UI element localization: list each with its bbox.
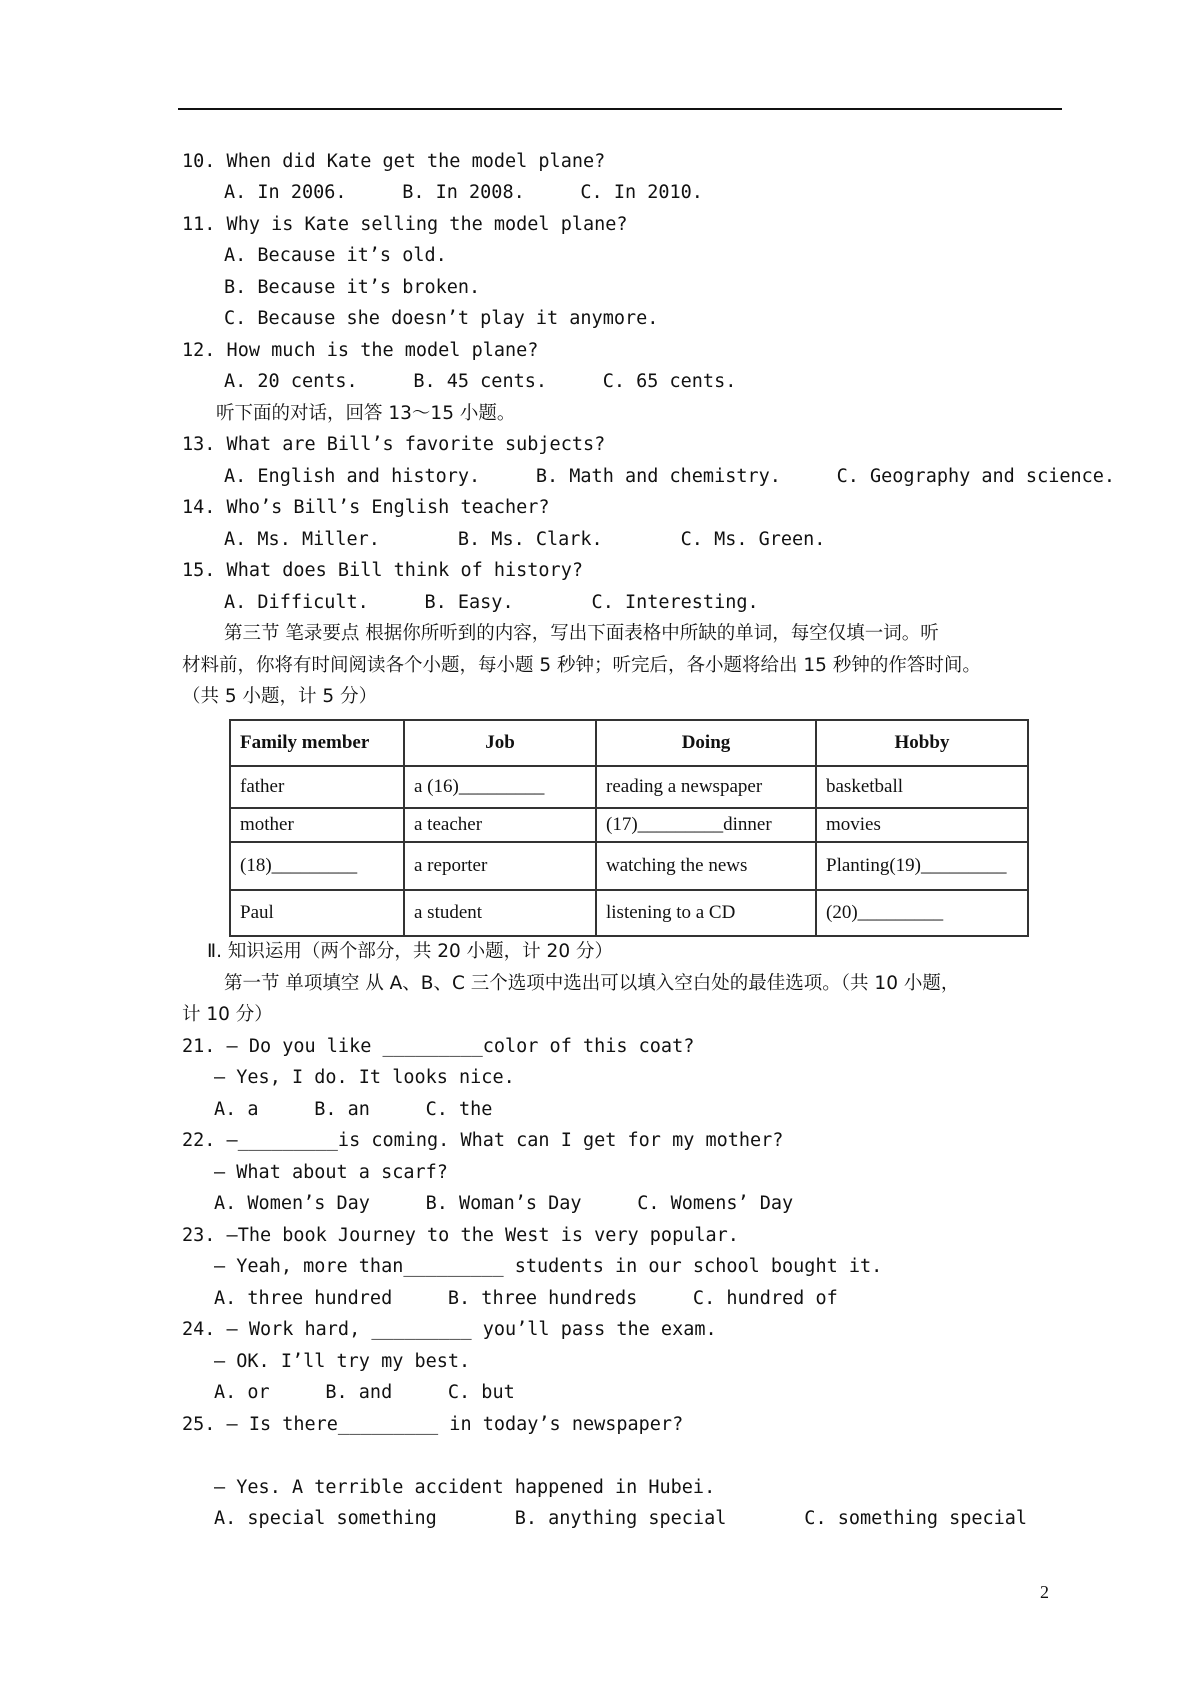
question-11-option-a: A. Because it’s old.	[224, 245, 447, 266]
question-24-options: A. or B. and C. but	[214, 1382, 515, 1403]
question-14-options: A. Ms. Miller. B. Ms. Clark. C. Ms. Green.	[224, 529, 826, 550]
question-22-options: A. Women’s Day B. Woman’s Day C. Womens’ Day	[214, 1193, 794, 1214]
question-15: 15. What does Bill think of history?	[182, 560, 583, 581]
table-header-hobby: Hobby	[816, 720, 1028, 766]
table-cell: (18)_________	[230, 842, 404, 890]
question-11-option-b: B. Because it’s broken.	[224, 277, 481, 298]
question-11-option-c: C. Because she doesn’t play it anymore.	[224, 308, 659, 329]
table-cell: basketball	[816, 766, 1028, 808]
question-12-options: A. 20 cents. B. 45 cents. C. 65 cents.	[224, 371, 737, 392]
question-10-options: A. In 2006. B. In 2008. C. In 2010.	[224, 182, 703, 203]
table-cell: reading a newspaper	[596, 766, 816, 808]
table-header-job: Job	[404, 720, 596, 766]
question-11: 11. Why is Kate selling the model plane?	[182, 214, 628, 235]
section-3-instruction-line-2: 材料前，你将有时间阅读各个小题，每小题 5 秒钟；听完后，各小题将给出 15 秒钟的作答时间。	[182, 655, 981, 676]
table-cell: (20)_________	[816, 890, 1028, 936]
table-row	[230, 808, 1028, 842]
table-cell: movies	[816, 808, 1028, 842]
question-23: 23. —The book Journey to the West is very popular.	[182, 1225, 739, 1246]
table-cell: a (16)_________	[404, 766, 596, 808]
part-2-heading: Ⅱ. 知识运用（两个部分，共 20 小题，计 20 分）	[207, 941, 613, 962]
table-cell: mother	[230, 808, 404, 842]
part-2-section-1-instruction-line-2: 计 10 分）	[182, 1004, 273, 1025]
table-cell: Planting(19)_________	[816, 842, 1028, 890]
section-instruction-13-15: 听下面的对话，回答 13～15 小题。	[216, 403, 516, 424]
table-row	[230, 842, 1028, 890]
page-number: 2	[1040, 1582, 1049, 1602]
question-21: 21. — Do you like _________color of this coat?	[182, 1036, 695, 1057]
section-3-instruction-line-3: （共 5 小题，计 5 分）	[182, 686, 378, 707]
question-21-options: A. a B. an C. the	[214, 1099, 493, 1120]
table-header-doing: Doing	[596, 720, 816, 766]
table-cell: watching the news	[596, 842, 816, 890]
table-cell: father	[230, 766, 404, 808]
question-25-reply: — Yes. A terrible accident happened in Hubei.	[214, 1477, 716, 1498]
question-25-options: A. special something B. anything special C. something special	[214, 1508, 1028, 1529]
table-cell: (17)_________dinner	[596, 808, 816, 842]
part-2-section-1-instruction-line-1: 第一节 单项填空 从 A、B、C 三个选项中选出可以填入空白处的最佳选项。（共 10 小题，	[224, 973, 960, 994]
question-13: 13. What are Bill’s favorite subjects?	[182, 434, 606, 455]
question-23-reply: — Yeah, more than_________ students in our school bought it.	[214, 1256, 883, 1277]
question-12: 12. How much is the model plane?	[182, 340, 539, 361]
table-cell: listening to a CD	[596, 890, 816, 936]
table-cell: Paul	[230, 890, 404, 936]
question-24: 24. — Work hard, _________ you’ll pass the exam.	[182, 1319, 717, 1340]
question-14: 14. Who’s Bill’s English teacher?	[182, 497, 550, 518]
question-13-options: A. English and history. B. Math and chemistry. C. Geography and science.	[224, 466, 1116, 487]
section-3-instruction-line-1: 第三节 笔录要点 根据你所听到的内容，写出下面表格中所缺的单词，每空仅填一词。听	[224, 623, 939, 644]
table-row	[230, 766, 1028, 808]
question-24-reply: — OK. I’ll try my best.	[214, 1351, 471, 1372]
question-22: 22. —_________is coming. What can I get for my mother?	[182, 1130, 784, 1151]
question-15-options: A. Difficult. B. Easy. C. Interesting.	[224, 592, 759, 613]
table-cell: a student	[404, 890, 596, 936]
question-10: 10. When did Kate get the model plane?	[182, 151, 606, 172]
question-23-options: A. three hundred B. three hundreds C. hundred of	[214, 1288, 838, 1309]
header-rule	[178, 108, 1062, 110]
question-21-reply: — Yes, I do. It looks nice.	[214, 1067, 515, 1088]
table-cell: a teacher	[404, 808, 596, 842]
question-22-reply: — What about a scarf?	[214, 1162, 448, 1183]
notes-table	[229, 719, 1029, 922]
table-cell: a reporter	[404, 842, 596, 890]
table-header-family-member: Family member	[230, 720, 404, 766]
table-row	[230, 890, 1028, 936]
question-25: 25. — Is there_________ in today’s newspaper?	[182, 1414, 684, 1435]
